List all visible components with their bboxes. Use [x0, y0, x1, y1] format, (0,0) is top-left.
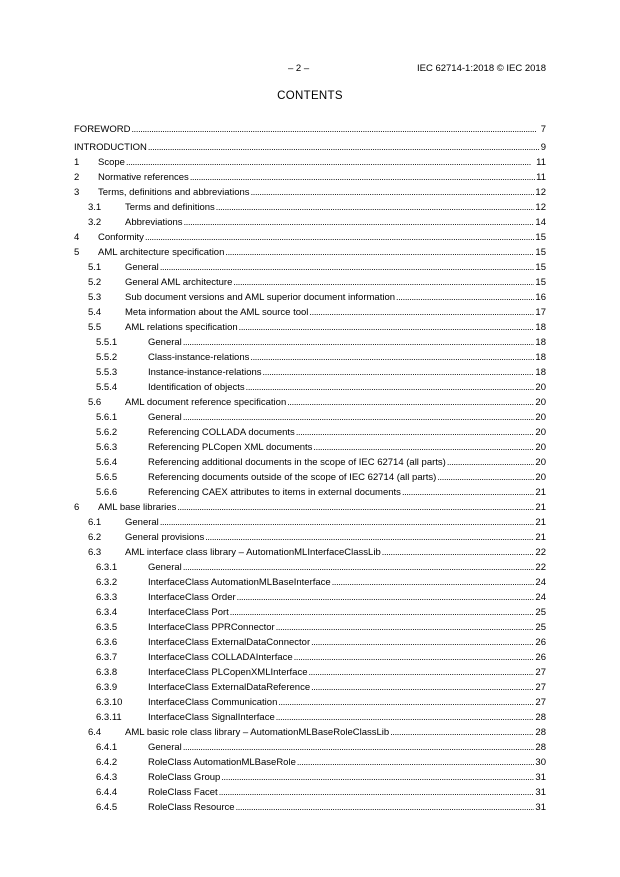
- dot-leader: [278, 695, 534, 710]
- toc-entry-page: 21: [535, 487, 546, 498]
- toc-entry-page: 30: [535, 757, 546, 768]
- toc-entry-label: Class-instance-relations: [148, 352, 250, 363]
- toc-entry-number: 6.3.2: [96, 577, 118, 588]
- toc-entry-label: InterfaceClass PPRConnector: [148, 622, 275, 633]
- toc-entry-page: 27: [535, 697, 546, 708]
- toc-entry-page: 24: [535, 577, 546, 588]
- toc-entry-label: FOREWORD: [74, 124, 131, 135]
- toc-entry-label: InterfaceClass PLCopenXMLInterface: [148, 667, 308, 678]
- page-header: [0, 63, 620, 77]
- dot-leader: [390, 725, 534, 740]
- toc-entry-label: Terms, definitions and abbreviations: [98, 187, 250, 198]
- toc-entry-label: Referencing additional documents in the scope of IEC 62714 (all parts): [148, 457, 446, 468]
- toc-entry-page: 12: [535, 202, 546, 213]
- toc-entry-number: 1: [74, 157, 80, 168]
- toc-entry-number: 5.3: [88, 292, 102, 303]
- dot-leader: [296, 425, 535, 440]
- toc-entry[interactable]: [74, 260, 546, 275]
- dot-leader: [225, 245, 534, 260]
- toc-entry[interactable]: [74, 410, 546, 425]
- toc-entry-label: General: [125, 262, 159, 273]
- toc-entry[interactable]: [74, 710, 546, 725]
- toc-entry-number: 6: [74, 502, 80, 513]
- dot-leader: [276, 620, 535, 635]
- toc-entry-number: 5: [74, 247, 80, 258]
- dot-leader: [177, 500, 534, 515]
- toc-entry-page: 27: [535, 667, 546, 678]
- dot-leader: [216, 200, 535, 215]
- toc-entry-label: Referencing CAEX attributes to items in external documents: [148, 487, 401, 498]
- standard-reference: IEC 62714-1:2018 © IEC 2018: [416, 63, 546, 74]
- toc-entry-label: RoleClass Facet: [148, 787, 218, 798]
- dot-leader: [160, 515, 535, 530]
- dot-leader: [160, 260, 535, 275]
- toc-entry-label: AML document reference specification: [125, 397, 287, 408]
- toc-entry-label: Terms and definitions: [125, 202, 215, 213]
- toc-entry[interactable]: [74, 140, 546, 155]
- toc-entry-page: 20: [535, 442, 546, 453]
- toc-entry-number: 5.5.4: [96, 382, 118, 393]
- toc-entry-page: 24: [535, 592, 546, 603]
- toc-entry[interactable]: [74, 485, 546, 500]
- toc-entry-label: Conformity: [98, 232, 144, 243]
- dot-leader: [313, 440, 534, 455]
- toc-entry[interactable]: [74, 740, 546, 755]
- toc-entry-number: 6.4.4: [96, 787, 118, 798]
- toc-entry[interactable]: [74, 620, 546, 635]
- toc-entry-label: InterfaceClass ExternalDataReference: [148, 682, 311, 693]
- toc-entry-label: Identification of objects: [148, 382, 245, 393]
- toc-entry-label: General: [125, 517, 159, 528]
- dot-leader: [402, 485, 534, 500]
- toc-entry[interactable]: [74, 530, 546, 545]
- toc-entry[interactable]: [74, 350, 546, 365]
- toc-entry[interactable]: [74, 695, 546, 710]
- dot-leader: [205, 530, 534, 545]
- toc-entry-label: AML interface class library – AutomationMLInterfaceClassLib: [125, 547, 381, 558]
- dot-leader: [233, 275, 534, 290]
- toc-entry-label: InterfaceClass Order: [148, 592, 236, 603]
- page-title: CONTENTS: [277, 90, 343, 102]
- toc-entry-number: 6.2: [88, 532, 102, 543]
- toc-entry-page: 25: [535, 607, 546, 618]
- toc-entry-number: 6.3: [88, 547, 102, 558]
- toc-entry-page: 18: [535, 352, 546, 363]
- toc-entry-page: 26: [535, 637, 546, 648]
- dot-leader: [237, 590, 535, 605]
- toc-entry-label: General: [148, 562, 182, 573]
- toc-entry-page: 25: [535, 622, 546, 633]
- toc-entry[interactable]: [74, 800, 546, 815]
- toc-entry[interactable]: [74, 155, 546, 170]
- dot-leader: [276, 710, 535, 725]
- toc-entry-number: 5.2: [88, 277, 102, 288]
- toc-entry-number: 6.3.4: [96, 607, 118, 618]
- toc-entry[interactable]: [74, 335, 546, 350]
- dot-leader: [250, 350, 534, 365]
- toc-entry-label: AML relations specification: [125, 322, 238, 333]
- table-of-contents: [74, 122, 546, 815]
- toc-entry-number: 5.6.6: [96, 487, 118, 498]
- dot-leader: [145, 230, 534, 245]
- dot-leader: [183, 740, 535, 755]
- toc-entry-label: Meta information about the AML source tool: [125, 307, 309, 318]
- dot-leader: [230, 605, 535, 620]
- toc-entry-label: General: [148, 337, 182, 348]
- dot-leader: [437, 470, 534, 485]
- toc-entry-page: 18: [535, 367, 546, 378]
- toc-entry[interactable]: [74, 635, 546, 650]
- toc-entry-number: 3.1: [88, 202, 102, 213]
- toc-entry-number: 6.3.7: [96, 652, 118, 663]
- toc-entry-label: Sub document versions and AML superior document information: [125, 292, 396, 303]
- toc-entry-page: 28: [535, 712, 546, 723]
- toc-entry[interactable]: [74, 770, 546, 785]
- toc-entry[interactable]: [74, 575, 546, 590]
- toc-entry-number: 6.3.3: [96, 592, 118, 603]
- toc-entry-page: 20: [535, 427, 546, 438]
- toc-entry[interactable]: [74, 320, 546, 335]
- toc-entry[interactable]: [74, 425, 546, 440]
- dot-leader: [190, 170, 535, 185]
- dot-leader: [309, 305, 534, 320]
- toc-entry-label: InterfaceClass Communication: [148, 697, 278, 708]
- toc-entry-page: 14: [535, 217, 546, 228]
- toc-entry-page: 26: [535, 652, 546, 663]
- dot-leader: [447, 455, 535, 470]
- toc-entry-page: 21: [535, 517, 546, 528]
- toc-entry-number: 6.3.10: [96, 697, 123, 708]
- toc-entry-number: 2: [74, 172, 80, 183]
- dot-leader: [311, 680, 534, 695]
- toc-entry-page: 22: [535, 562, 546, 573]
- toc-entry[interactable]: [74, 305, 546, 320]
- dot-leader: [184, 215, 535, 230]
- dot-leader: [239, 320, 535, 335]
- dot-leader: [183, 560, 535, 575]
- toc-entry[interactable]: [74, 500, 546, 515]
- toc-entry-label: Referencing PLCopen XML documents: [148, 442, 313, 453]
- toc-entry-label: Referencing documents outside of the scope of IEC 62714 (all parts): [148, 472, 437, 483]
- toc-entry-label: AML base libraries: [98, 502, 177, 513]
- toc-entry[interactable]: [74, 605, 546, 620]
- dot-leader: [382, 545, 535, 560]
- toc-entry[interactable]: [74, 515, 546, 530]
- toc-entry[interactable]: [74, 650, 546, 665]
- toc-entry-page: 22: [535, 547, 546, 558]
- toc-entry-number: 6.4.1: [96, 742, 118, 753]
- dot-leader: [263, 365, 535, 380]
- toc-entry-number: 5.5.2: [96, 352, 118, 363]
- toc-entry-page: 15: [535, 262, 546, 273]
- toc-entry-page: 15: [535, 232, 546, 243]
- toc-entry-label: AML basic role class library – AutomationMLBaseRoleClassLib: [125, 727, 390, 738]
- toc-entry-label: Normative references: [98, 172, 189, 183]
- toc-entry-label: Instance-instance-relations: [148, 367, 262, 378]
- toc-entry-page: 28: [535, 727, 546, 738]
- toc-entry-label: RoleClass AutomationMLBaseRole: [148, 757, 296, 768]
- toc-entry-label: InterfaceClass SignalInterface: [148, 712, 275, 723]
- dot-leader: [131, 122, 539, 137]
- toc-entry-page: 20: [535, 412, 546, 423]
- toc-entry-label: Referencing COLLADA documents: [148, 427, 295, 438]
- toc-entry[interactable]: [74, 380, 546, 395]
- toc-entry-label: Abbreviations: [125, 217, 183, 228]
- toc-entry[interactable]: [74, 665, 546, 680]
- toc-entry-page: 20: [535, 457, 546, 468]
- toc-entry-page: 31: [535, 787, 546, 798]
- toc-entry-number: 6.4.3: [96, 772, 118, 783]
- dot-leader: [236, 800, 535, 815]
- page-number: – 2 –: [288, 63, 310, 74]
- toc-entry[interactable]: [74, 215, 546, 230]
- dot-leader: [251, 185, 535, 200]
- toc-entry-number: 5.6.5: [96, 472, 118, 483]
- toc-entry-page: 18: [535, 337, 546, 348]
- toc-entry-label: INTRODUCTION: [74, 142, 147, 153]
- toc-entry[interactable]: [74, 680, 546, 695]
- toc-entry[interactable]: [74, 755, 546, 770]
- toc-entry-number: 5.1: [88, 262, 102, 273]
- toc-entry-page: 16: [535, 292, 546, 303]
- dot-leader: [308, 665, 534, 680]
- toc-entry-page: 31: [535, 802, 546, 813]
- dot-leader: [287, 395, 534, 410]
- dot-leader: [183, 410, 535, 425]
- toc-entry[interactable]: [74, 395, 546, 410]
- toc-entry-label: InterfaceClass ExternalDataConnector: [148, 637, 311, 648]
- toc-entry-label: General AML architecture: [125, 277, 233, 288]
- toc-entry-page: 15: [535, 277, 546, 288]
- toc-entry-label: RoleClass Resource: [148, 802, 235, 813]
- toc-entry-number: 6.4.2: [96, 757, 118, 768]
- toc-entry-number: 6.3.1: [96, 562, 118, 573]
- dot-leader: [332, 575, 535, 590]
- toc-entry[interactable]: [74, 365, 546, 380]
- toc-entry[interactable]: [74, 230, 546, 245]
- toc-entry-label: InterfaceClass Port: [148, 607, 229, 618]
- toc-entry[interactable]: [74, 290, 546, 305]
- dot-leader: [396, 290, 534, 305]
- toc-entry-label: General: [148, 412, 182, 423]
- toc-entry[interactable]: [74, 785, 546, 800]
- toc-entry-label: InterfaceClass COLLADAInterface: [148, 652, 293, 663]
- toc-entry-page: 20: [535, 382, 546, 393]
- toc-entry-page: 21: [535, 502, 546, 513]
- toc-entry-number: 5.6.4: [96, 457, 118, 468]
- toc-entry-number: 3: [74, 187, 80, 198]
- toc-entry-number: 6.3.6: [96, 637, 118, 648]
- toc-entry-number: 5.4: [88, 307, 102, 318]
- toc-entry-page: 20: [535, 397, 546, 408]
- toc-entry[interactable]: [74, 725, 546, 740]
- dot-leader: [294, 650, 535, 665]
- toc-entry-page: 18: [535, 322, 546, 333]
- toc-entry-number: 5.6.2: [96, 427, 118, 438]
- toc-entry-number: 5.5.3: [96, 367, 118, 378]
- toc-entry-page: 11: [536, 157, 546, 168]
- toc-entry-number: 6.4.5: [96, 802, 118, 813]
- toc-entry-page: 27: [535, 682, 546, 693]
- toc-entry-number: 6.3.8: [96, 667, 118, 678]
- toc-entry-label: RoleClass Group: [148, 772, 221, 783]
- toc-entry[interactable]: [74, 200, 546, 215]
- toc-entry-page: 7: [540, 124, 546, 135]
- toc-entry[interactable]: [74, 590, 546, 605]
- toc-entry-number: 6.3.9: [96, 682, 118, 693]
- toc-entry-page: 31: [535, 772, 546, 783]
- toc-entry-number: 6.3.5: [96, 622, 118, 633]
- toc-entry-page: 28: [535, 742, 546, 753]
- dot-leader: [219, 785, 535, 800]
- toc-entry-page: 9: [540, 142, 546, 153]
- toc-entry[interactable]: [74, 185, 546, 200]
- dot-leader: [221, 770, 534, 785]
- toc-entry[interactable]: [74, 275, 546, 290]
- toc-entry-number: 5.6: [88, 397, 102, 408]
- toc-entry-number: 6.1: [88, 517, 102, 528]
- toc-entry[interactable]: [74, 440, 546, 455]
- toc-entry[interactable]: [74, 560, 546, 575]
- toc-entry-page: 11: [536, 172, 546, 183]
- toc-entry-page: 21: [535, 532, 546, 543]
- toc-entry-page: 15: [535, 247, 546, 258]
- dot-leader: [246, 380, 535, 395]
- dot-leader: [297, 755, 535, 770]
- toc-entry[interactable]: [74, 470, 546, 485]
- dot-leader: [126, 155, 535, 170]
- dot-leader: [148, 140, 540, 155]
- toc-entry-label: Scope: [98, 157, 125, 168]
- toc-entry-number: 3.2: [88, 217, 102, 228]
- toc-entry-label: InterfaceClass AutomationMLBaseInterface: [148, 577, 331, 588]
- toc-entry-label: General: [148, 742, 182, 753]
- toc-entry[interactable]: [74, 455, 546, 470]
- toc-entry-number: 5.6.3: [96, 442, 118, 453]
- toc-entry-page: 12: [535, 187, 546, 198]
- toc-entry-number: 4: [74, 232, 80, 243]
- toc-entry[interactable]: [74, 122, 546, 137]
- toc-entry[interactable]: [74, 170, 546, 185]
- toc-entry-label: General provisions: [125, 532, 205, 543]
- dot-leader: [311, 635, 534, 650]
- toc-entry-page: 20: [535, 472, 546, 483]
- toc-entry-label: AML architecture specification: [98, 247, 225, 258]
- toc-entry[interactable]: [74, 245, 546, 260]
- toc-entry-page: 17: [535, 307, 546, 318]
- dot-leader: [183, 335, 535, 350]
- toc-entry-number: 6.4: [88, 727, 102, 738]
- toc-entry-number: 6.3.11: [96, 712, 122, 723]
- toc-entry-number: 5.6.1: [96, 412, 118, 423]
- toc-entry[interactable]: [74, 545, 546, 560]
- toc-entry-number: 5.5.1: [96, 337, 118, 348]
- toc-entry-number: 5.5: [88, 322, 102, 333]
